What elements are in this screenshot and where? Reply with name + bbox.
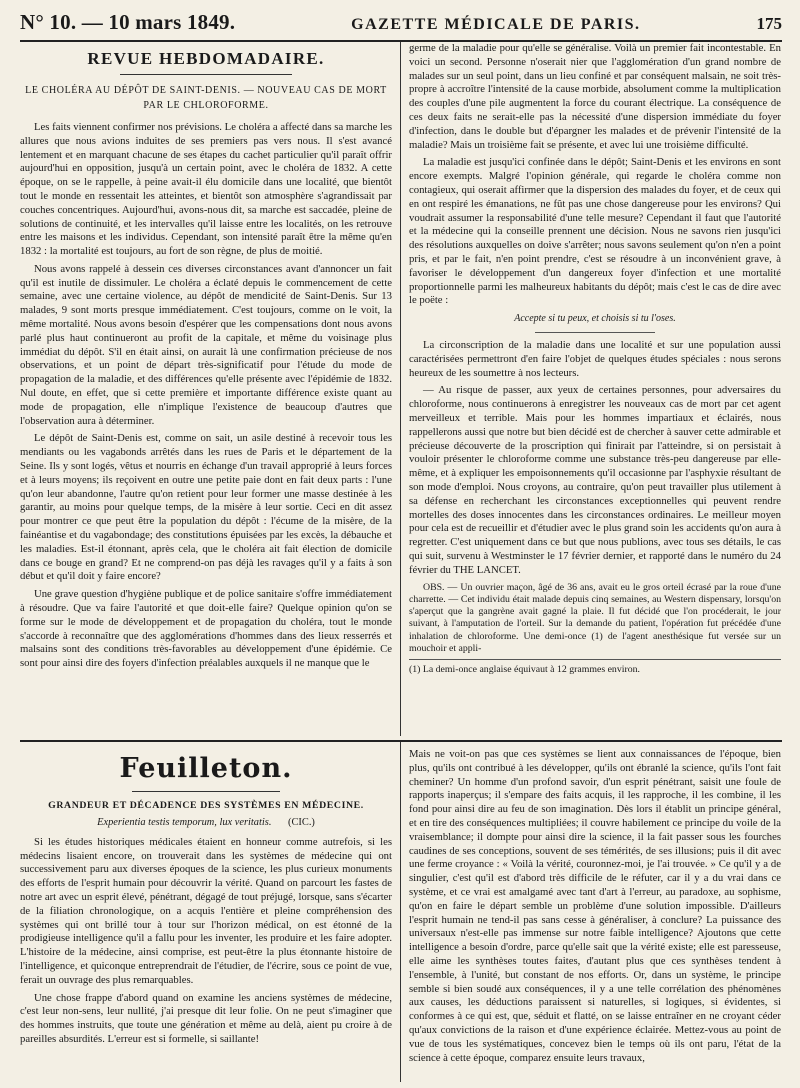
paragraph: Si les études historiques médicales étaient en honneur comme autrefois, si les médecins lisaient encore, on trouverait dans les systèmes de médecine qui ont successivement paru aux diverses époques de la science, les plus curieux monuments des efforts de l'esprit humain pour découvrir la vérité. Quand on parcourt les fastes de notre art avec un esprit élevé, pénétrant, dégagé de tout préjugé, lorsque, sans s'écarter de la filiation chronologique, on a acquis l'entière et pleine compréhension des systèmes qui ont brillé tour à tour sur l'horizon médical, on est étonné de la prodigieuse intelligence qu'il a fallu pour les inventer, les produire et les faire adopter. L'histoire de la médecine, ainsi comprise, est peut-être la plus étonnante histoire de l'intelligence, et quiconque entreprendrait de l'étudier, de l'écrire, sous ce point de vue, ferait un ouvrage des plus remarquables. (20, 835, 392, 986)
paragraph: — Au risque de passer, aux yeux de certaines personnes, pour adversaires du chloroforme, nous continuerons à enregistrer les nouveaux cas de mort par cet agent merveilleux et terrible. Mais pour les hommes impartiaux et éclairés, nous rappellerons aussi que notre but bien décidé est de chercher à sauver cette admirable et précieuse découverte de la proscription qui finirait par l'atteindre, si on persistait à vouloir présenter le chloroforme comme une substance très-peu dangereuse par elle-même, et à expliquer les empoisonnements qu'il occasionne par l'asphyxie résultant de son mode d'emploi. Nous croyons, au contraire, qu'on peut travailler plus utilement à sa défense en recherchant les circonstances exceptionnelles qui peuvent rendre mortelles des doses innocentes dans les circonstances ordinaires. Le meilleur moyen pour cela est de recueillir et d'étudier avec le plus grand soin les accidents qu'on aura à regretter. C'est uniquement dans ce but que nous publions, avec tous ses détails, le cas qui suit, survenu à Westminster le 17 février dernier, et rapporté dans le numéro du 24 février du THE LANCET. (409, 384, 781, 576)
revue-left-column (20, 42, 401, 736)
paragraph: Mais ne voit-on pas que ces systèmes se lient aux connaissances de l'époque, bien plus, qu'ils ont contribué à les développer, qu'ils ont ébranlé la science, qu'ils l'ont fait cheminer? Un homme d'un profond savoir, d'un esprit pénétrant, saisit une foule de rapports inaperçus; il s'empare des faits acquis, il les rapproche, il les combine, il les fond pour ainsi dire au feu de son imagination. Dès lors il établit un principe général, et en tire des conséquences multipliées; il couvre habilement ce principe du voile de la vraisemblance; il dompte pour ainsi dire la science, il la fait passer sous les fourches caudines de ses conceptions, souvent de ses témérités, de ses illusions; puis il dit avec une ferme croyance : « Voilà la vérité, couronnez-moi, je l'ai trouvée. » Ce qu'il y a de singulier, c'est qu'il est d'abord très difficile de le réfuter, car il y a du vrai dans ce système, et ce vrai est amalgamé avec tant d'art à l'erreur, au paradoxe, au sophisme, qu'on en faire le départ semble un problème d'une solution impossible. D'ailleurs l'esprit humain ne tend-il pas sans cesse à généraliser, à conclure? La puissance des universaux n'est-elle pas immense sur notre faible intelligence? Ajoutons que cette intelligence a besoin d'ordre, parce qu'elle sait que la vérité existe; elle est paresseuse, elle aime les synthèses toutes faites, d'autant plus que ces synthèses tendent à l'ensemble, à l'unité, but constant de nos efforts. Or, dans un système, le principe semble si bien soudé aux conséquences, il y a une telle corrélation des phénomènes aux causes, les déductions paraissent si naturelles, si logiques, si évidentes, si conformes à ce qui est, que, séduit et flatté, on se laisse entraîner en ne croyant céder qu'aux convictions de la raison et d'une expérience éclairée. Mettez-vous au point de vue de tous les systématiques, concevez bien le temps où ils ont paru, l'état de la science à cette époque, comparez ensuite leurs travaux, (409, 748, 781, 1064)
section-divider (535, 332, 655, 333)
title-divider (132, 791, 281, 792)
paragraph: Le dépôt de Saint-Denis est, comme on sait, un asile destiné à recevoir tous les mendiants ou les vagabonds arrêtés dans les rues de Paris et le département de la Seine. Ils y sont logés, vêtus et nourris en échange d'un travail approprié à leurs forces et à leurs moyens; ils reçoivent en outre une petite paie dont en fait deux parts : l'une qu'on leur abandonne, l'autre qu'on retient pour leur former une masse destinée à les garantir, au moins pour quelque temps, de la misère à leur sortie. Ceci en dit assez pour montrer ce que peut être la population du dépôt : l'écume de la misère, de la fainéantise et du vagabondage; des constitutions épuisées par les excès, la débauche et les maladies. Est-il étonnant, après cela, que le choléra ait fait élection de domicile dans ce bouge en grand? Et ne comprend-on pas déjà les ravages qu'il y a faits à son début et qu'il doit y faire encore? (20, 432, 392, 583)
epigraph-source: (CIC.) (288, 817, 315, 829)
paragraph: La circonscription de la maladie dans une localité et sur une population aussi caractérisées permettront d'en faire l'objet de quelques études spéciales : nous serons heureux de les soumettre à nos lecteurs. (409, 339, 781, 379)
paragraph: La maladie est jusqu'ici confinée dans le dépôt; Saint-Denis et les environs en sont encore exempts. Malgré l'opinion générale, qui regarde le choléra comme non contagieux, qui oserait affirmer que la dispersion des malades du foyer, et de ceux qui en ont respiré les émanations, ne fût pas une chose dangereuse pour les environs? Qui voudrait assumer la responsabilité d'une telle mesure? Cependant il faut que l'autorité et la médecine qui la conseille prennent une décision. Nous ne savons rien jusqu'ici des résolutions auxquelles on doive s'arrêter; nous savons seulement qu'on n'en a point pris, et par le fait, n'en point prendre, c'est se résoudre à un inconvénient grave, à favoriser le développement d'un dangereux foyer d'infection et une mortalité proportionnelle parmi les malheureux habitants du dépôt; mais c'est le cas de dire avec le poëte : (409, 156, 781, 307)
page-header (20, 10, 782, 34)
feuilleton-subtitle: GRANDEUR ET DÉCADENCE DES SYSTÈMES EN MÉDECINE. (48, 799, 364, 811)
feuilleton-left-column (20, 742, 401, 1082)
paragraph: germe de la maladie pour qu'elle se généralise. Voilà un premier fait incontestable. En voici un second. Personne n'oserait nier que l'agglomération d'un grand nombre de malades sur un seul point, dans un lieu confiné et par conséquent malsain, ne soit très-propre à accroître l'intensité de la cause morbide, absolument comme la multiplication des couples d'une pile augmentent la force du courant électrique. La conséquence de ces deux faits ne serait-elle pas la nécessité d'une dispersion immédiate du foyer d'infection, dans le double but d'épargner les malades et de prévenir l'intensité de la maladie? Mais un troisième fait se présente, et avec lui une troisième difficulté. (409, 42, 781, 151)
paragraph: Une grave question d'hygiène publique et de police sanitaire s'offre immédiatement à résoudre. Que va faire l'autorité et que doit-elle faire? Quelque opinion qu'on se forme sur le mode de développement et de propagation du choléra, tout le monde s'accorde à reconnaître que des agglomérations d'hommes dans des lieux resserrés et malsains sont des conditions très-favorables au développement d'une épidémie. Ce sont pour ainsi dire des foyers d'infection préalables auxquels il ne manque que le (20, 588, 392, 670)
epigraph-text: Experientia testis temporum, lux veritatis. (97, 817, 272, 829)
page-number: 175 (756, 14, 782, 33)
article-title: LE CHOLÉRA AU DÉPÔT DE SAINT-DENIS. — NOUVEAU CAS DE MORT PAR LE CHLOROFORME. (25, 84, 387, 111)
footnote: (1) La demi-once anglaise équivaut à 12 grammes environ. (409, 659, 781, 677)
revue-section (20, 42, 782, 736)
feuilleton-right-column (401, 742, 781, 1082)
revue-right-column (401, 42, 781, 736)
paragraph: Une chose frappe d'abord quand on examine les anciens systèmes de médecine, c'est leur non-sens, leur nullité, j'ai presque dit leur folie. On ne peut s'imaginer que des hommes instruits, que toute une génération et même au delà, aient pu croire à de pareilles absurdités. L'erreur est si formelle, si saillante! (20, 991, 392, 1046)
feuilleton-section (20, 742, 782, 1082)
issue-date: N° 10. — 10 mars 1849. (20, 10, 236, 34)
journal-title: GAZETTE MÉDICALE DE PARIS. (351, 16, 641, 33)
revue-title: REVUE HEBDOMADAIRE. (87, 49, 325, 68)
paragraph: Les faits viennent confirmer nos prévisions. Le choléra a affecté dans sa marche les allures que nous avions induites de ses premiers pas vers nous. Il s'est avancé lentement et en marquant chacune de ses étapes du cachet particulier qu'il paraît offrir aujourd'hui en opposition, jusqu'à un certain point, avec le choléra de 1832. A cette époque, on se le rappelle, à peine avait-il élu domicile dans une localité, que bientôt tout le monde en ressentait les atteintes, et bientôt son atmosphère s'agrandissait par couches concentriques. Aujourd'hui, avons-nous dit, sa marche est saccadée, pleine de solutions de continuité, et les intervalles qu'il laisse entre les localités, on les retrouve entre les maisons et les individus. Cependant, son intensité paraît être la même qu'en 1832 : la mortalité est toujours, au fort de son règne, de plus de moitié. (20, 120, 392, 258)
paragraph: Nous avons rappelé à dessein ces diverses circonstances avant d'annoncer un fait qu'il est inutile de dissimuler. Le choléra a éclaté depuis le commencement de cette semaine, avec une certaine violence, au dépôt de mendicité de Saint-Denis. Sur 13 malades, 9 sont morts presque immédiatement. C'est toujours, comme on le voit, la même mortalité. Nous avons besoin d'espérer que les compensations dont nous avons parlé plus haut continueront au profit de la capitale, et même du voisinage plus immédiat du dépôt. S'il en était ainsi, on aurait là une confirmation précieuse de nos observations, et un point de départ très-significatif pour l'étude du mode de propagation de la maladie, et des différences qu'elle présente avec l'épidémie de 1832. Nul doute, en effet, que si cette première et importante différence existe quant au mode de propagation, elle n'implique l'existence de beaucoup d'autres que l'observation aura à déterminer. (20, 262, 392, 427)
poet-quote: Accepte si tu peux, et choisis si tu l'oses. (514, 313, 676, 325)
title-divider (120, 74, 291, 75)
observation-paragraph: OBS. — Un ouvrier maçon, âgé de 36 ans, avait eu le gros orteil écrasé par la roue d'une charrette. — Cet individu était malade depuis cinq semaines, au Western dispensary, lorsqu'on s'aperçut que la gangrène avait gagné la plaie. Il fut décidé que l'on procéderait, le jour suivant, à l'amputation de l'orteil. Sur la demande du patient, l'opération fut précédée d'une inhalation de chloroforme. Une demi-once (1) de l'agent anesthésique fut versée sur un mouchoir et appli- (409, 581, 781, 654)
epigraph (20, 816, 392, 829)
feuilleton-title: Feuilleton. (119, 753, 293, 784)
